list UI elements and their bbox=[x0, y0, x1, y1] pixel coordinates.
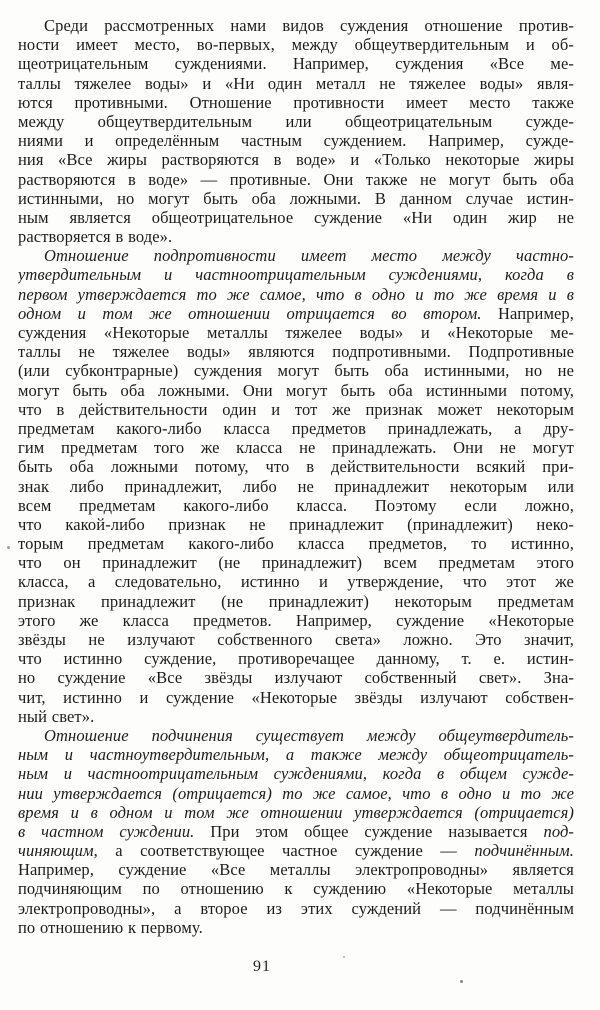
text-line bbox=[18, 784, 574, 803]
text-segment: (или субконтрарные) суждения могут быть оба истинными, но не bbox=[18, 361, 574, 381]
text-line bbox=[18, 74, 574, 93]
text-line bbox=[18, 534, 574, 553]
text-line bbox=[18, 668, 574, 687]
text-segment: таллы не тяжелее воды» являются подпротивными. Подпротивные bbox=[18, 342, 574, 362]
text-segment: признак принадлежит (не принадлежит) некоторым предметам bbox=[18, 591, 574, 611]
text-segment: электропроводны», а второе из этих суждений — подчинённым bbox=[18, 898, 574, 918]
text-segment: нии утверждается (отрицается) то же самое, что в одно и то же bbox=[18, 783, 574, 803]
text-line bbox=[18, 592, 574, 611]
text-segment: Например, bbox=[481, 303, 574, 323]
text-segment: одном и том же отношении отрицается во втором. bbox=[18, 303, 482, 323]
text-block bbox=[18, 16, 574, 937]
text-line bbox=[18, 572, 574, 591]
text-line bbox=[18, 438, 574, 457]
text-line bbox=[18, 189, 574, 208]
text-segment: всем предметам какого-либо класса. Поэтому если ложно, bbox=[18, 495, 574, 515]
text-line bbox=[18, 457, 574, 476]
text-segment: а соответствующее частное суждение — bbox=[97, 841, 475, 861]
text-line bbox=[18, 419, 574, 438]
text-segment: знак либо принадлежит, либо не принадлежит некоторым или bbox=[18, 476, 574, 496]
page-number: 91 bbox=[253, 958, 271, 975]
text-segment: первом утверждается то же самое, что в одно и то же время и в bbox=[18, 284, 574, 304]
text-line bbox=[18, 400, 574, 419]
text-segment: под- bbox=[543, 821, 574, 841]
text-line bbox=[18, 170, 574, 189]
text-segment: чиняющим, bbox=[18, 841, 98, 861]
text-segment: между общеутвердительным или общеотрицательным сужде- bbox=[18, 111, 574, 131]
text-line bbox=[18, 16, 574, 35]
text-line bbox=[18, 611, 574, 630]
text-line bbox=[18, 899, 574, 918]
scan-speck bbox=[343, 956, 345, 958]
text-line bbox=[18, 150, 574, 169]
text-segment: ный свет». bbox=[18, 706, 95, 726]
text-line bbox=[18, 822, 574, 841]
text-line bbox=[18, 707, 574, 726]
text-line bbox=[18, 227, 574, 246]
text-segment: ности имеет место, во-первых, между общеутвердительным и об- bbox=[18, 35, 574, 55]
text-segment: что он принадлежит (не принадлежит) всем предметам этого bbox=[18, 553, 574, 573]
text-segment: Например, суждение «Все металлы электропроводны» является bbox=[18, 860, 574, 880]
text-segment: щеотрицательным суждениями. Например, суждения «Все ме- bbox=[18, 54, 574, 74]
scan-speck bbox=[420, 297, 422, 299]
text-segment: Отношение подпротивности имеет место между частно- bbox=[44, 246, 574, 266]
text-segment: ния «Все жиры растворяются в воде» и «Только некоторые жиры bbox=[18, 150, 574, 170]
text-segment: таллы тяжелее воды» и «Ни один металл не тяжелее воды» явля- bbox=[18, 73, 574, 93]
text-segment: торым предметам какого-либо класса предметов, то истинно, bbox=[18, 534, 574, 554]
text-segment: этого же класса предметов. Например, суждение «Некоторые bbox=[18, 610, 574, 630]
text-segment: предметам какого-либо класса предметов принадлежать, а дру- bbox=[18, 418, 574, 438]
text-line bbox=[18, 112, 574, 131]
text-segment: растворяются в воде» — противные. Они также не могут быть оба bbox=[18, 169, 574, 189]
paragraph bbox=[18, 726, 574, 937]
paragraph bbox=[18, 16, 574, 246]
text-line bbox=[18, 35, 574, 54]
text-segment: ным и частноутвердительным, а также между общеотрицатель- bbox=[18, 745, 574, 765]
text-line bbox=[18, 803, 574, 822]
text-line bbox=[18, 246, 574, 265]
text-segment: Отношение подчинения существует между общеутвердитель- bbox=[44, 725, 574, 745]
text-line bbox=[18, 304, 574, 323]
text-segment: ются противными. Отношение противности имеет место также bbox=[18, 92, 574, 112]
text-segment: ным является общеотрицательное суждение «Ни один жир не bbox=[18, 207, 574, 227]
text-segment: Среди рассмотренных нами видов суждения отношение против- bbox=[44, 16, 574, 35]
text-line bbox=[18, 553, 574, 572]
text-line bbox=[18, 496, 574, 515]
scan-speck bbox=[7, 546, 10, 549]
text-segment: что истинно суждение, противоречащее данному, т. е. истин- bbox=[18, 649, 574, 669]
text-line bbox=[18, 515, 574, 534]
text-segment: подчиняющим по отношению к суждению «Некоторые металлы bbox=[18, 879, 574, 899]
text-segment: суждения «Некоторые металлы тяжелее воды» и «Некоторые ме- bbox=[18, 323, 574, 342]
text-line bbox=[18, 323, 574, 342]
text-line bbox=[18, 879, 574, 898]
text-segment: могут быть оба ложными. Они могут быть оба истинными потому, bbox=[18, 380, 574, 400]
text-line bbox=[18, 131, 574, 150]
text-line bbox=[18, 381, 574, 400]
text-segment: но суждение «Все звёзды излучают собственный свет». Зна- bbox=[18, 668, 574, 688]
text-line bbox=[18, 630, 574, 649]
text-segment: ниями и определённым частным суждением. Например, сужде- bbox=[18, 131, 574, 151]
text-line bbox=[18, 726, 574, 745]
text-line bbox=[18, 841, 574, 860]
text-line bbox=[18, 688, 574, 707]
text-line bbox=[18, 860, 574, 879]
text-segment: истинными, но могут быть оба ложными. В данном случае истин- bbox=[18, 188, 574, 208]
text-segment: что какой-либо признак не принадлежит (принадлежит) неко- bbox=[18, 514, 574, 534]
text-line bbox=[18, 93, 574, 112]
text-segment: в частном суждении. bbox=[18, 821, 195, 841]
text-line bbox=[18, 285, 574, 304]
text-segment: звёзды не излучают собственного света» ложно. Это значит, bbox=[18, 630, 574, 649]
text-line bbox=[18, 477, 574, 496]
paragraph bbox=[18, 246, 574, 726]
text-segment: подчинённым. bbox=[474, 841, 574, 861]
text-segment: класса, а следовательно, истинно и утверждение, что этот же bbox=[18, 572, 574, 592]
text-segment: чит, истинно и суждение «Некоторые звёзды излучают собствен- bbox=[18, 687, 574, 707]
text-line bbox=[18, 265, 574, 284]
text-segment: растворяется в воде». bbox=[18, 227, 173, 247]
text-line bbox=[18, 745, 574, 764]
text-segment: быть оба ложными потому, что в действительности всякий при- bbox=[18, 457, 574, 477]
text-segment: по отношению к первому. bbox=[18, 917, 203, 937]
text-line bbox=[18, 764, 574, 783]
text-line bbox=[18, 208, 574, 227]
text-segment: ным и частноотрицательным суждениями, когда в общем сужде- bbox=[18, 764, 574, 784]
scan-speck bbox=[460, 980, 463, 983]
text-line bbox=[18, 649, 574, 668]
text-segment: что в действительности один и тот же признак может некоторым bbox=[18, 399, 574, 419]
text-segment: утвердительным и частноотрицательным суждениями, когда в bbox=[18, 265, 574, 285]
text-segment: время и в одном и том же отношении утверждается (отрицается) bbox=[18, 802, 574, 822]
text-line bbox=[18, 361, 574, 380]
text-line bbox=[18, 918, 574, 937]
text-line bbox=[18, 342, 574, 361]
text-segment: При этом общее суждение называется bbox=[194, 821, 544, 841]
text-segment: гим предметам того же класса не принадлежать. Они не могут bbox=[18, 438, 574, 458]
text-line bbox=[18, 54, 574, 73]
